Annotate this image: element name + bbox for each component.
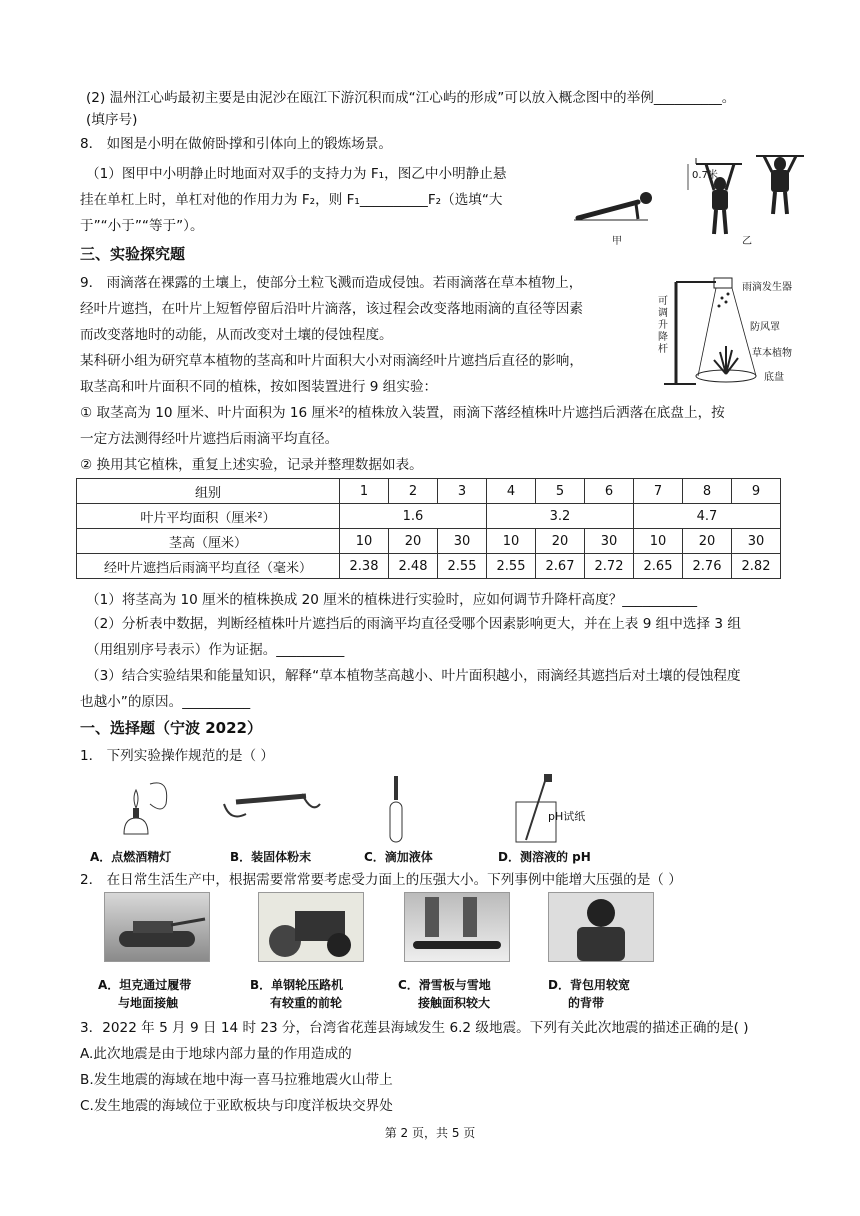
q9-line2: 经叶片遮挡，在叶片上短暂停留后沿叶片滴落，该过程会改变落地雨滴的直径等因素	[80, 301, 583, 317]
q9-line8: ② 换用其它植株，重复上述实验，记录并整理数据如表。	[80, 457, 423, 473]
table-cell: 4.7	[634, 504, 781, 529]
table-cell: 2.76	[683, 554, 732, 579]
table-row-diameter	[77, 554, 781, 579]
experiment-data-table	[76, 478, 781, 579]
table-cell: 30	[438, 529, 487, 554]
table-row-area	[77, 504, 781, 529]
page-footer: 第 2 页，共 5 页	[384, 1126, 476, 1140]
q9-line1: 9． 雨滴落在裸露的土壤上，使部分土粒飞溅而造成侵蚀。若雨滴落在草本植物上，	[80, 275, 583, 291]
table-cell: 4	[487, 479, 536, 504]
section-3-title: 三、实验探究题	[80, 245, 186, 263]
table-cell: 7	[634, 479, 683, 504]
pushup-figure	[574, 192, 652, 220]
table-cell: 20	[536, 529, 585, 554]
table-cell: 2.55	[487, 554, 536, 579]
table-cell: 2.72	[585, 554, 634, 579]
ph-paper-label: pH试纸	[548, 810, 586, 823]
table-cell: 10	[634, 529, 683, 554]
q9-sub3-line2: 也越小”的原因。__________	[80, 694, 251, 710]
table-cell: 2.65	[634, 554, 683, 579]
table-row-group	[77, 479, 781, 504]
table-cell: 10	[487, 529, 536, 554]
mc1-option-b[interactable]: B．装固体粉末	[230, 850, 312, 864]
mc2-option-a-line1[interactable]: A．坦克通过履带	[98, 978, 192, 992]
q7-part2-line2: (填序号)	[86, 112, 138, 128]
q9-line4: 某科研小组为研究草本植物的茎高和叶片面积大小对雨滴经叶片遮挡后直径的影响，	[80, 353, 583, 369]
mc2-option-d-line1[interactable]: D．背包用较宽	[548, 978, 630, 992]
mc3-option-c[interactable]: C.发生地震的海域位于亚欧板块与印度洋板块交界处	[80, 1098, 393, 1114]
section-1-title: 一、选择题（宁波 2022）	[80, 719, 262, 737]
pullup-figure-2	[756, 156, 804, 214]
table-cell: 5	[536, 479, 585, 504]
label-rain-generator: 雨滴发生器	[742, 282, 792, 293]
q9-line5: 取茎高和叶片面积不同的植株，按如图装置进行 9 组实验：	[80, 379, 438, 395]
figure-label-yi: 乙	[742, 236, 752, 247]
table-cell: 10	[340, 529, 389, 554]
figure-label-jia: 甲	[612, 236, 622, 247]
table-cell: 2.67	[536, 554, 585, 579]
mc3-stem: 3．2022 年 5 月 9 日 14 时 23 分，台湾省花莲县海域发生 6.2 级地震。下列有关此次地震的描述正确的是( )	[80, 1020, 749, 1036]
table-cell: 30	[732, 529, 781, 554]
table-cell: 2.48	[389, 554, 438, 579]
table-cell: 3	[438, 479, 487, 504]
table-row-height	[77, 529, 781, 554]
mc2-stem: 2． 在日常生活生产中，根据需要常常要考虑受力面上的压强大小。下列事例中能增大压强的是（ ）	[80, 872, 682, 888]
mc2-option-d-line2: 的背带	[568, 996, 605, 1010]
mc2-option-c-line1[interactable]: C．滑雪板与雪地	[398, 978, 491, 992]
mc2-option-a-line2: 与地面接触	[118, 996, 179, 1010]
label-wind-shield: 防风罩	[750, 322, 780, 333]
q9-sub1: （1）将茎高为 10 厘米的植株换成 20 厘米的植株进行实验时，应如何调节升降杆高度？___________	[86, 592, 698, 608]
q9-sub2-line1: （2）分析表中数据，判断经植株叶片遮挡后的雨滴平均直径受哪个因素影响更大，并在上表 9 组中选择 3 组	[86, 616, 741, 632]
q9-sub3-line1: （3）结合实验结果和能量知识，解释“草本植物茎高越小、叶片面积越小，雨滴经其遮挡后对土壤的侵蚀程度	[86, 668, 741, 684]
mc2-option-c-line2: 接触面积较大	[418, 996, 491, 1010]
q9-line7: 一定方法测得经叶片遮挡后雨滴平均直径。	[80, 431, 339, 447]
table-header-group: 组别	[77, 479, 340, 504]
mc3-option-a[interactable]: A.此次地震是由于地球内部力量的作用造成的	[80, 1046, 352, 1062]
table-cell: 20	[389, 529, 438, 554]
label-adjustable-pole: 可调升降杆	[658, 296, 668, 355]
q8-stem: 8． 如图是小明在做俯卧撑和引体向上的锻炼场景。	[80, 136, 393, 152]
q9-sub2-line2: （用组别序号表示）作为证据。__________	[86, 642, 345, 658]
mc2-option-b-line1[interactable]: B．单钢轮压路机	[250, 978, 344, 992]
table-cell: 3.2	[487, 504, 634, 529]
mc3-option-b[interactable]: B.发生地震的海域在地中海一喜马拉雅地震火山带上	[80, 1072, 393, 1088]
q8-part1-line1: （1）图甲中小明静止时地面对双手的支持力为 F₁，图乙中小明静止悬	[86, 166, 507, 182]
figure-height-label: 0.7米	[692, 170, 718, 181]
q9-line6: ① 取茎高为 10 厘米、叶片面积为 16 厘米²的植株放入装置，雨滴下落经植株叶片遮挡后洒落在底盘上，按	[80, 405, 725, 421]
table-cell: 1	[340, 479, 389, 504]
powder-test-tube-icon	[224, 794, 320, 816]
exercise-figure	[566, 150, 806, 242]
tank-image	[104, 892, 210, 962]
table-header-diameter: 经叶片遮挡后雨滴平均直径（毫米）	[77, 554, 340, 579]
snowboard-image	[404, 892, 510, 962]
q7-part2-line1: (2) 温州江心屿最初主要是由泥沙在瓯江下游沉积而成“江心屿的形成”可以放入概念图中的举例__________。	[86, 90, 736, 106]
mc1-option-a[interactable]: A．点燃酒精灯	[90, 850, 172, 864]
table-cell: 9	[732, 479, 781, 504]
table-cell: 2	[389, 479, 438, 504]
table-cell: 1.6	[340, 504, 487, 529]
label-herb-plant: 草本植物	[752, 348, 792, 359]
table-cell: 20	[683, 529, 732, 554]
q8-part1-line2: 挂在单杠上时，单杠对他的作用力为 F₂，则 F₁__________F₂（选填“大	[80, 192, 503, 208]
dropper-icon	[390, 776, 402, 842]
table-header-height: 茎高（厘米）	[77, 529, 340, 554]
table-cell: 30	[585, 529, 634, 554]
q8-part1-line3: 于”“小于”“等于”）。	[80, 218, 204, 234]
table-cell: 6	[585, 479, 634, 504]
table-cell: 2.38	[340, 554, 389, 579]
mc1-stem: 1． 下列实验操作规范的是（ ）	[80, 748, 275, 764]
mc1-option-d[interactable]: D．测溶液的 pH	[498, 850, 591, 864]
mc1-option-c[interactable]: C．滴加液体	[364, 850, 433, 864]
q9-line3: 而改变落地时的动能，从而改变对土壤的侵蚀程度。	[80, 327, 393, 343]
label-base-plate: 底盘	[764, 372, 784, 383]
table-cell: 2.82	[732, 554, 781, 579]
mc2-option-b-line2: 有较重的前轮	[270, 996, 343, 1010]
table-cell: 2.55	[438, 554, 487, 579]
table-cell: 8	[683, 479, 732, 504]
road-roller-image	[258, 892, 364, 962]
backpack-image	[548, 892, 654, 962]
table-header-area: 叶片平均面积（厘米²）	[77, 504, 340, 529]
alcohol-lamp-icon	[124, 783, 167, 834]
